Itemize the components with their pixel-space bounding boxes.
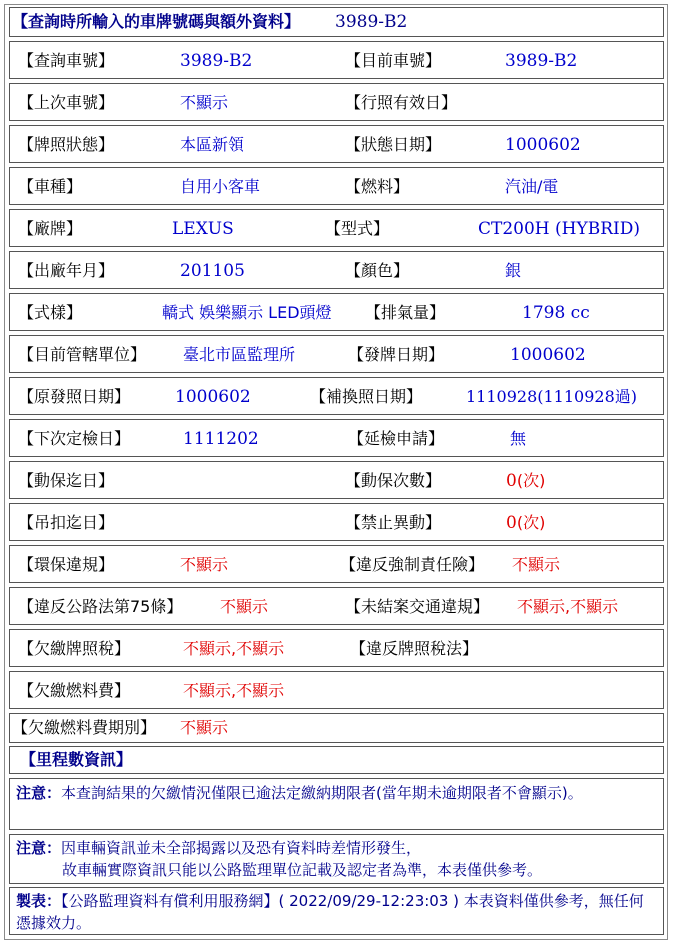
displacement-value: 1798 cc [522, 303, 590, 323]
row-note-2 [9, 834, 664, 884]
tax-due-value: 不顯示,不顯示 [183, 639, 285, 658]
office-label: 【目前管轄單位】 [18, 345, 147, 364]
row-fuel-fee [9, 671, 664, 709]
model-label: 【型式】 [325, 219, 390, 238]
row-pledge [9, 461, 664, 499]
row-highway75 [9, 587, 664, 625]
footer-head: 製表： [16, 892, 62, 910]
color-label: 【顏色】 [345, 261, 410, 280]
pledge-until-label: 【動保迄日】 [18, 471, 115, 490]
no-transfer-unit: (次) [516, 513, 546, 532]
status-date-label: 【狀態日期】 [345, 135, 442, 154]
license-expiry-label: 【行照有效日】 [345, 93, 458, 112]
style-value: 轎式 娛樂顯示 LED頭燈 [162, 303, 332, 322]
row-plate-status [9, 125, 664, 163]
row-vehicle-type [9, 167, 664, 205]
row-fuel-fee-period [9, 713, 664, 743]
mileage-label: 【里程數資訊】 [20, 750, 133, 769]
manufacture-label: 【出廠年月】 [18, 261, 115, 280]
next-inspect-value: 1111202 [183, 429, 259, 449]
env-violation-label: 【環保違規】 [18, 555, 115, 574]
pledge-count-number: 0 [506, 471, 517, 491]
issue-date-label: 【發牌日期】 [348, 345, 445, 364]
delay-inspect-label: 【延檢申請】 [348, 429, 445, 448]
displacement-label: 【排氣量】 [365, 303, 446, 322]
vehicle-type-label: 【車種】 [18, 177, 83, 196]
no-transfer-number: 0 [506, 513, 517, 533]
tax-due-label: 【欠繳牌照稅】 [18, 639, 131, 658]
note-2 [16, 837, 657, 881]
row-orig-issue [9, 377, 664, 415]
no-transfer-label: 【禁止異動】 [345, 513, 442, 532]
fuel-label: 【燃料】 [345, 177, 410, 196]
revoke-until-label: 【吊扣迄日】 [18, 513, 115, 532]
header-plate: 3989-B2 [335, 12, 408, 32]
brand-label: 【廠牌】 [18, 219, 83, 238]
note-2-line-1: 因車輛資訊並未全部揭露以及恐有資料時差情形發生， [61, 839, 422, 857]
row-style [9, 293, 664, 331]
previous-plate-value: 不顯示 [180, 93, 229, 112]
model-value: CT200H (HYBRID) [478, 219, 640, 239]
status-date-value: 1000602 [505, 135, 581, 155]
pledge-count-value [506, 471, 545, 491]
row-office [9, 335, 664, 373]
note-2-head: 注意： [16, 839, 62, 857]
fuel-fee-period-value: 不顯示 [180, 718, 229, 737]
style-label: 【式樣】 [18, 303, 83, 322]
row-note-1 [9, 778, 664, 830]
header-row [9, 7, 664, 37]
fuel-fee-label: 【欠繳燃料費】 [18, 681, 131, 700]
row-previous-plate [9, 83, 664, 121]
note-1 [16, 782, 657, 804]
fuel-value: 汽油/電 [505, 177, 559, 196]
insurance-violation-label: 【違反強制責任險】 [340, 555, 485, 574]
footer-text: 【公路監理資料有償利用服務網】( 2022/09/29-12:23:03 ) 本表資料僅供參考，無任何憑據效力。 [16, 892, 644, 932]
header-title: 【查詢時所輸入的車牌號碼與額外資料】 [12, 12, 301, 31]
no-transfer-value [506, 513, 545, 533]
note-2-line-2: 故車輛實際資訊只能以公路監理單位記載及認定者為準，本表僅供參考。 [62, 861, 543, 879]
query-plate-label: 【查詢車號】 [18, 51, 115, 70]
query-plate-value: 3989-B2 [180, 51, 253, 71]
footer-note [16, 890, 657, 934]
pledge-count-unit: (次) [516, 471, 546, 490]
row-footer [9, 887, 664, 935]
row-plates [9, 41, 664, 79]
insurance-violation-value: 不顯示 [512, 555, 561, 574]
current-plate-label: 【目前車號】 [345, 51, 442, 70]
delay-inspect-value: 無 [510, 429, 527, 448]
vehicle-type-value: 自用小客車 [180, 177, 261, 196]
orig-issue-label: 【原發照日期】 [18, 387, 131, 406]
highway75-label: 【違反公路法第75條】 [18, 597, 183, 616]
vehicle-info-table [4, 4, 668, 940]
plate-status-value: 本區新領 [180, 135, 245, 154]
plate-status-label: 【牌照狀態】 [18, 135, 115, 154]
row-env-violation [9, 545, 664, 583]
note-1-text: 本查詢結果的欠繳情況僅限已逾法定繳納期限者(當年期未逾期限者不會顯示)。 [61, 784, 583, 802]
fuel-fee-period-label: 【欠繳燃料費期別】 [12, 718, 157, 737]
reissue-label: 【補換照日期】 [310, 387, 423, 406]
note-1-head: 注意： [16, 784, 62, 802]
fuel-fee-value: 不顯示,不顯示 [183, 681, 285, 700]
current-plate-value: 3989-B2 [505, 51, 578, 71]
brand-value: LEXUS [172, 219, 234, 239]
unsettled-value: 不顯示,不顯示 [517, 597, 619, 616]
row-tax-due [9, 629, 664, 667]
previous-plate-label: 【上次車號】 [18, 93, 115, 112]
office-value: 臺北市區監理所 [183, 345, 296, 364]
manufacture-value: 201105 [180, 261, 245, 281]
issue-date-value: 1000602 [510, 345, 586, 365]
reissue-value: 1110928(1110928過) [466, 387, 638, 406]
row-mileage [9, 746, 664, 774]
tax-law-label: 【違反牌照稅法】 [350, 639, 479, 658]
row-next-inspect [9, 419, 664, 457]
highway75-value: 不顯示 [220, 597, 269, 616]
row-brand [9, 209, 664, 247]
orig-issue-value: 1000602 [175, 387, 251, 407]
next-inspect-label: 【下次定檢日】 [18, 429, 131, 448]
env-violation-value: 不顯示 [180, 555, 229, 574]
unsettled-label: 【未結案交通違規】 [345, 597, 490, 616]
pledge-count-label: 【動保次數】 [345, 471, 442, 490]
row-manufacture [9, 251, 664, 289]
color-value: 銀 [505, 261, 522, 280]
row-revoke [9, 503, 664, 541]
